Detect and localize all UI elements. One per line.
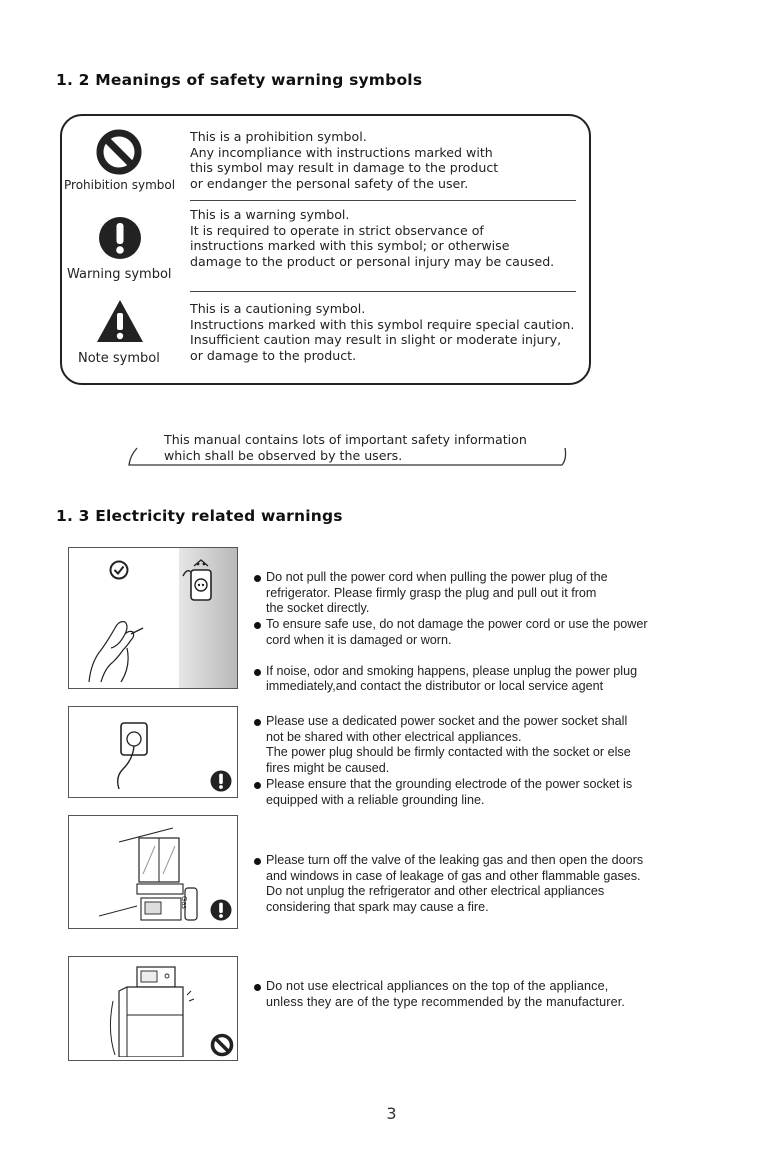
text-line: refrigerator. Please firmly grasp the plug and pull out it from [266, 585, 597, 600]
symbol-description-caution [190, 301, 574, 363]
text-line: Insufficient caution may result in slight or moderate injury, [190, 332, 562, 348]
divider [190, 200, 576, 201]
check-circle-icon [109, 560, 129, 580]
bullet-item [254, 714, 632, 777]
text-line: Instructions marked with this symbol require special caution. [190, 316, 575, 332]
text-line: not be shared with other electrical appliances. [266, 729, 522, 744]
bullet-item [254, 853, 643, 916]
text-line: considering that spark may cause a fire. [266, 900, 489, 915]
text-line: cord when it is damaged or worn. [266, 632, 452, 647]
text-line: this symbol may result in damage to the product [190, 160, 499, 176]
caution-triangle-icon [95, 298, 145, 344]
text-line: the socket directly. [266, 601, 370, 616]
hand-pulling-plug-illustration [81, 604, 161, 684]
text-line: This manual contains lots of important safety information [164, 432, 527, 447]
symbol-description-prohibition [190, 129, 498, 191]
text-line: unless they are of the type recommended by the manufacturer. [266, 994, 626, 1009]
illustration-appliance-on-top [68, 956, 238, 1061]
bullet-item [254, 664, 648, 695]
text-line: equipped with a reliable grounding line. [266, 792, 485, 807]
divider [190, 291, 576, 292]
bullet-item [254, 979, 625, 1010]
text-line: Any incompliance with instructions marked with [190, 144, 493, 160]
text-line: The power plug should be firmly contacted with the socket or else [266, 745, 631, 760]
symbol-label-prohibition: Prohibition symbol [64, 178, 176, 192]
text-line: which shall be observed by the users. [164, 447, 403, 463]
illustration-wall-socket [68, 706, 238, 798]
text-line: Please ensure that the grounding electrode of the power socket is [266, 776, 633, 791]
warning-text-block-3 [254, 853, 643, 916]
wall-socket-illustration [109, 719, 169, 791]
safety-notice [127, 432, 567, 468]
prohibition-icon [210, 1033, 234, 1057]
prohibition-icon [96, 129, 142, 175]
text-line: Please use a dedicated power socket and the power socket shall [266, 714, 628, 728]
text-line: Do not use electrical appliances on the top of the appliance, [266, 979, 609, 993]
kitchen-window-illustration [99, 824, 209, 924]
bullet-item [254, 617, 648, 648]
warning-icon [210, 899, 232, 921]
warning-text-block-4 [254, 979, 625, 1010]
text-line: instructions marked with this symbol; or otherwise [190, 238, 510, 254]
text-line: fires might be caused. [266, 761, 390, 776]
section-title-symbols: 1. 2 Meanings of safety warning symbols [56, 71, 423, 89]
text-line: and windows in case of leakage of gas and other flammable gases. [266, 868, 641, 883]
symbol-label-note: Note symbol [78, 351, 160, 366]
illustration-gas-leak [68, 815, 238, 929]
text-line: or endanger the personal safety of the user. [190, 175, 469, 191]
text-line: immediately,and contact the distributor or local service agent [266, 679, 604, 694]
symbol-label-warning: Warning symbol [67, 267, 172, 282]
warning-text-block-2 [254, 714, 632, 808]
bullet-item [254, 777, 632, 808]
text-line: This is a warning symbol. [190, 207, 350, 222]
text-line: To ensure safe use, do not damage the power cord or use the power [266, 617, 648, 632]
warning-text-block-1 [254, 570, 648, 695]
warning-icon [98, 216, 142, 260]
text-line: Do not unplug the refrigerator and other electrical appliances [266, 884, 605, 899]
socket-plug-icon [179, 554, 229, 606]
text-line: damage to the product or personal injury may be caused. [190, 253, 555, 269]
gas-cylinder-label: Gas [180, 896, 187, 909]
text-line: This is a prohibition symbol. [190, 129, 367, 144]
text-line: Do not pull the power cord when pulling the power plug of the [266, 570, 608, 584]
page-number: 3 [386, 1104, 397, 1123]
bullet-item [254, 570, 648, 617]
illustration-unplug [68, 547, 238, 689]
notice-text [164, 432, 527, 463]
fridge-with-appliance-illustration [99, 961, 199, 1057]
warning-icon [210, 770, 232, 792]
text-line: It is required to operate in strict observance of [190, 222, 484, 238]
symbol-description-warning [190, 207, 554, 269]
text-line: or damage to the product. [190, 347, 357, 363]
text-line: If noise, odor and smoking happens, please unplug the power plug [266, 663, 638, 678]
text-line: Please turn off the valve of the leaking gas and then open the doors [266, 853, 644, 867]
text-line: This is a cautioning symbol. [190, 301, 366, 316]
section-title-electricity: 1. 3 Electricity related warnings [56, 507, 343, 525]
